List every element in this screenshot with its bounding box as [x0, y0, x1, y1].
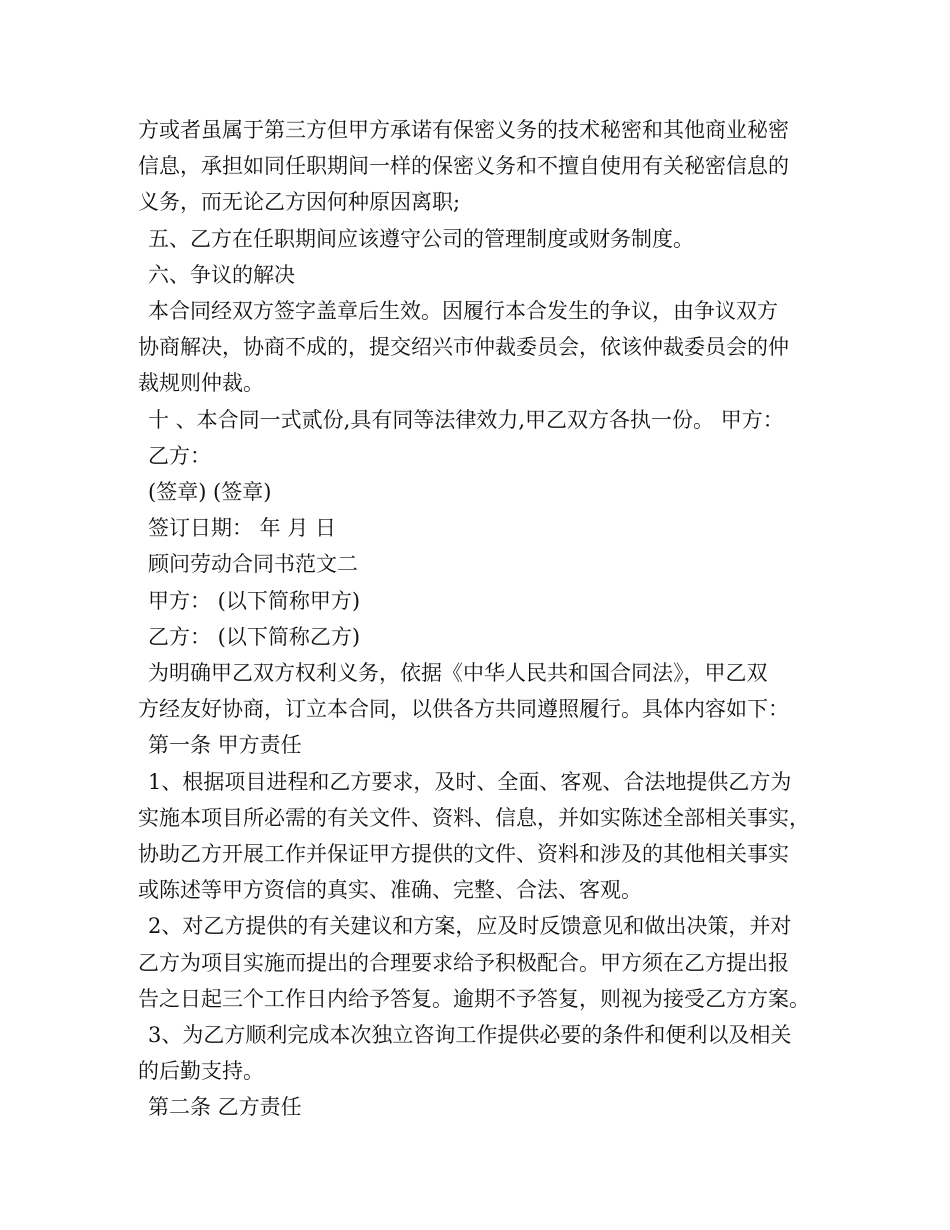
text-line: 2、对乙方提供的有关建议和方案，应及时反馈意见和做出决策，并对 [148, 914, 792, 939]
text-line: 乙方为项目实施而提出的合理要求给予积极配合。甲方须在乙方提出报 [138, 950, 789, 975]
document-body [138, 112, 838, 1126]
signature-seal: (签章) (签章) [148, 480, 272, 505]
text-line: 协商解决，协商不成的，提交绍兴市仲裁委员会，依该仲裁委员会的仲 [138, 335, 789, 360]
party-b-line: 乙方： (以下简称乙方) [148, 624, 361, 649]
text-line: 协助乙方开展工作并保证甲方提供的文件、资料和涉及的其他相关事实 [138, 842, 789, 867]
text-line: 1、根据项目进程和乙方要求，及时、全面、客观、合法地提供乙方为 [148, 769, 792, 794]
signature-label: 乙方： [148, 443, 211, 468]
party-a-line: 甲方： (以下简称甲方) [148, 588, 361, 613]
section-heading: 五、乙方在任职期间应该遵守公司的管理制度或财务制度。 [148, 226, 694, 251]
document-subtitle: 顾问劳动合同书范文二 [148, 552, 358, 577]
text-line: 裁规则仲裁。 [138, 371, 264, 396]
text-line: 信息，承担如同任职期间一样的保密义务和不擅自使用有关秘密信息的 [138, 154, 789, 179]
text-line: 本合同经双方签字盖章后生效。因履行本合发生的争议，由争议双方 [148, 299, 778, 324]
text-line: 十 、本合同一式贰份,具有同等法律效力,甲乙双方各执一份。 甲方： [148, 407, 784, 432]
text-line: 3、为乙方顺利完成本次独立咨询工作提供必要的条件和便利以及相关 [148, 1023, 792, 1048]
text-line: 或陈述等甲方资信的真实、准确、完整、合法、客观。 [138, 878, 642, 903]
signing-date: 签订日期： 年 月 日 [148, 516, 337, 541]
text-line: 义务，而无论乙方因何种原因离职; [138, 190, 461, 215]
text-line: 实施本项目所必需的有关文件、资料、信息，并如实陈述全部相关事实， [138, 805, 810, 830]
text-line: 方或者虽属于第三方但甲方承诺有保密义务的技术秘密和其他商业秘密 [138, 118, 789, 142]
section-heading: 六、争议的解决 [148, 262, 295, 287]
text-line: 的后勤支持。 [138, 1059, 264, 1084]
article-heading: 第二条 乙方责任 [148, 1095, 302, 1120]
article-heading: 第一条 甲方责任 [148, 733, 302, 758]
text-line: 为明确甲乙双方权利义务，依据《中华人民共和国合同法》，甲乙双 [148, 661, 768, 686]
text-line: 方经友好协商，订立本合同，以供各方共同遵照履行。具体内容如下： [138, 697, 789, 722]
text-line: 告之日起三个工作日内给予答复。逾期不予答复，则视为接受乙方方案。 [138, 986, 810, 1011]
